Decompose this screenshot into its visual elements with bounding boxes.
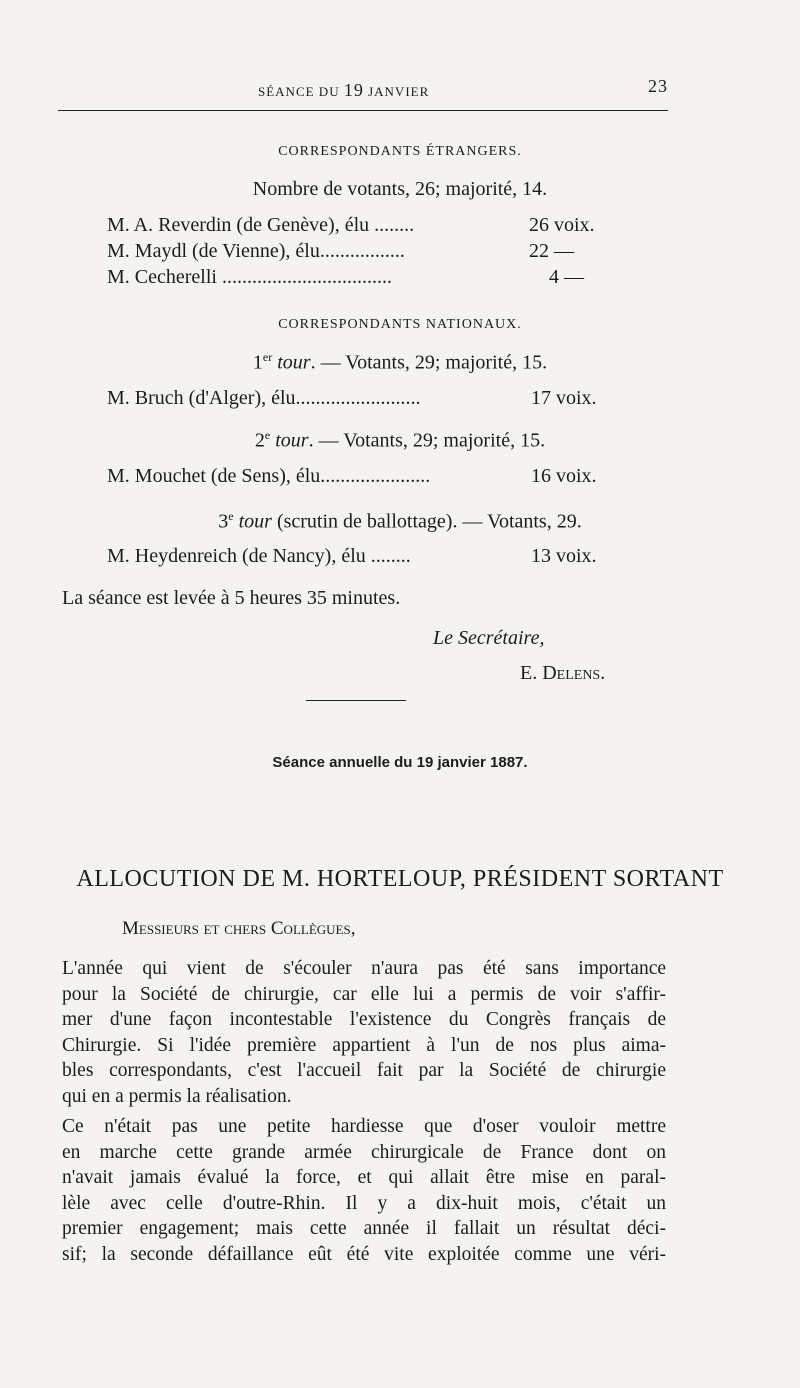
vote-value: 4 —	[549, 266, 584, 288]
vote-name: M. Bruch (d'Alger), élu.........................	[107, 387, 421, 409]
round-text: . — Votants, 29; majorité, 15.	[308, 429, 546, 452]
text-line: qui en a permis la réalisation.	[62, 1085, 292, 1107]
page-number: 23	[648, 76, 668, 96]
round-text: (scrutin de ballottage). — Votants, 29.	[271, 510, 582, 533]
round-2	[0, 428, 800, 453]
text-line: bles correspondants, c'est l'accueil fait par la Société de chirurgie	[62, 1060, 666, 1081]
foreign-summary: Nombre de votants, 26; majorité, 14.	[252, 178, 548, 200]
header-rule	[58, 110, 668, 111]
vote-row	[107, 465, 612, 491]
round-word: tour	[275, 429, 309, 452]
text-line: lèle avec celle d'outre-Rhin. Il y a dix-huit mois, c'était un	[62, 1192, 666, 1214]
vote-row	[107, 387, 612, 413]
national-heading: CORRESPONDANTS NATIONAUX.	[278, 317, 522, 332]
text-line: mer d'une façon incontestable l'existence du Congrès français de	[62, 1009, 666, 1030]
vote-value: 13 voix.	[531, 545, 597, 567]
salutation: Messieurs et chers Collègues,	[122, 918, 356, 939]
secretary-role: Le Secrétaire,	[433, 627, 545, 649]
running-title-prefix: SÉANCE DU	[258, 84, 344, 99]
running-title-day: 19	[343, 80, 364, 100]
vote-value: 17 voix.	[531, 387, 597, 409]
text-line: sif; la seconde défaillance eût été vite exploitée comme une véri-	[62, 1243, 666, 1265]
round-1	[0, 350, 800, 375]
vote-row	[107, 240, 612, 266]
running-title	[258, 80, 429, 101]
text-line: Ce n'était pas une petite hardiesse que d'oser vouloir mettre	[62, 1116, 666, 1137]
round-word: tour	[238, 510, 272, 533]
vote-name: M. Cecherelli ..................................	[107, 266, 392, 288]
round-text: . — Votants, 29; majorité, 15.	[310, 351, 548, 374]
text-line: en marche cette grande armée chirurgicale de France dont on	[62, 1141, 666, 1163]
text-line: pour la Société de chirurgie, car elle lui a permis de voir s'affir-	[62, 983, 666, 1005]
vote-value: 16 voix.	[531, 465, 597, 487]
section-divider	[306, 700, 406, 701]
running-title-suffix: JANVIER	[363, 84, 430, 99]
vote-row	[107, 545, 612, 571]
round-ordinal: 3	[218, 510, 229, 533]
vote-row	[107, 214, 612, 240]
vote-name: M. Mouchet (de Sens), élu......................	[107, 465, 431, 487]
secretary-signature: E. Delens.	[520, 662, 606, 684]
text-line: Chirurgie. Si l'idée première appartient à l'un de nos plus aima-	[62, 1034, 666, 1056]
round-ordinal-suffix: e	[264, 428, 271, 442]
vote-name: M. Heydenreich (de Nancy), élu ........	[107, 545, 411, 567]
vote-value: 26 voix.	[529, 214, 595, 236]
round-ordinal-suffix: er	[262, 350, 273, 364]
vote-name: M. Maydl (de Vienne), élu.................	[107, 240, 405, 262]
foreign-heading: CORRESPONDANTS ÉTRANGERS.	[278, 144, 522, 159]
round-ordinal-suffix: e	[228, 509, 234, 523]
running-header	[58, 76, 668, 100]
paragraph-1	[62, 956, 666, 1109]
round-ordinal: 2	[254, 429, 265, 452]
round-ordinal: 1	[252, 351, 263, 374]
allocution-title: ALLOCUTION DE M. HORTELOUP, PRÉSIDENT SORTANT	[76, 866, 724, 892]
vote-name: M. A. Reverdin (de Genève), élu ........	[107, 214, 415, 236]
text-line: premier engagement; mais cette année il fallait un résultat déci-	[62, 1218, 666, 1239]
paragraph-2	[62, 1114, 666, 1267]
vote-row	[107, 266, 612, 292]
annual-session-title: Séance annuelle du 19 janvier 1887.	[272, 754, 528, 771]
adjourn-text: La séance est levée à 5 heures 35 minutes.	[62, 587, 401, 609]
round-3	[0, 509, 800, 534]
text-line: n'avait jamais évalué la force, et qui allait être mise en paral-	[62, 1167, 666, 1188]
vote-value: 22 —	[529, 240, 574, 262]
text-line: L'année qui vient de s'écouler n'aura pas été sans importance	[62, 958, 666, 979]
round-word: tour	[277, 351, 311, 374]
